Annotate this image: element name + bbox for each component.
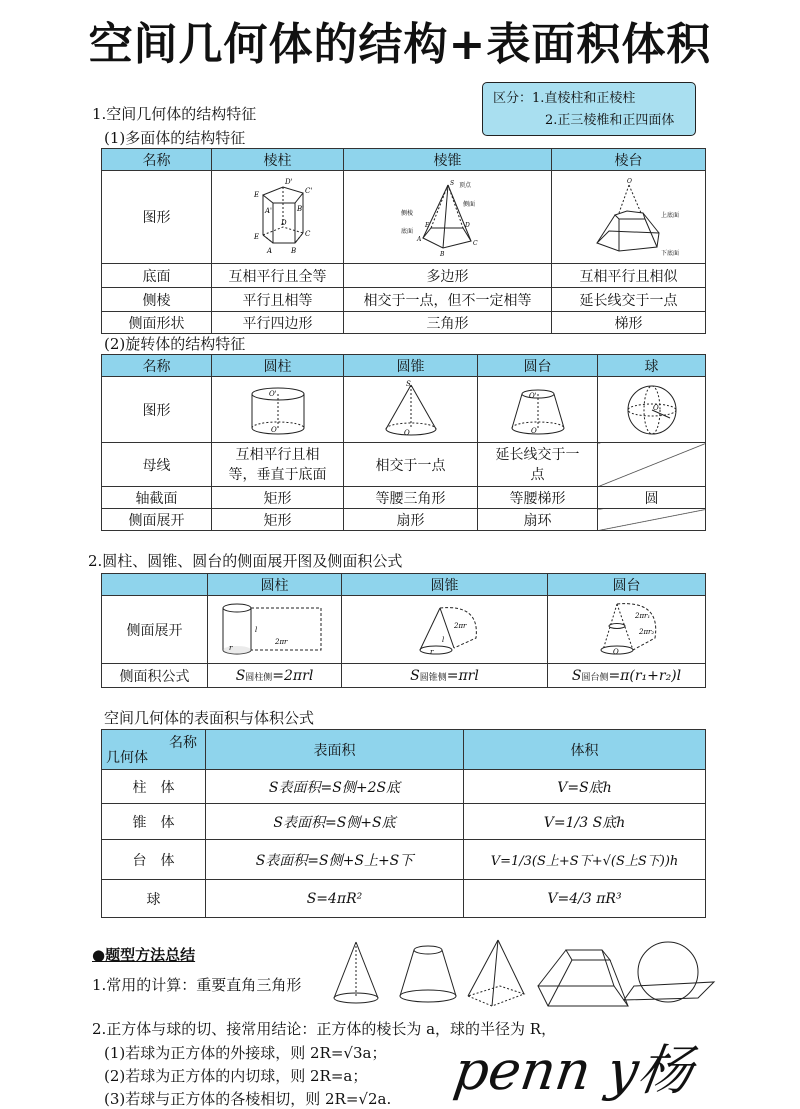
distinction-note [482,82,696,136]
prism-label: E [253,191,259,199]
cell: 平行四边形 [212,312,344,334]
pyramid-illustration [468,940,524,1006]
pyramid-label: B [439,251,444,258]
pyramid-label: C [472,240,478,247]
frustum-cone-figure [478,377,598,443]
volume-formula: V=S底h [464,770,706,804]
header-cylinder: 圆柱 [212,355,344,377]
cell: 扇环 [478,509,598,531]
method-line-2: 2.正方体与球的切、接常用结论：正方体的棱长为 a，球的半径为 R， [92,1020,557,1038]
section1-sub2: (2)旋转体的结构特征 [104,335,246,353]
cell: 扇形 [344,509,478,531]
cell: 等腰三角形 [344,487,478,509]
row-label-base: 底面 [102,264,212,288]
row-label-figure: 图形 [102,171,212,264]
header-frustum-cone: 圆台 [548,574,706,596]
header-volume: 体积 [464,730,706,770]
prism-label: B [290,247,296,255]
row-label-prism-body: 柱 体 [102,770,206,804]
header-frustum-cone: 圆台 [478,355,598,377]
cylinder-label: O' [268,389,277,398]
cone-label: O [403,428,410,437]
unfold-label: 2πr [453,621,466,630]
volume-formula: V=4/3 πR³ [464,880,706,918]
cell [478,443,598,487]
empty-diagonal-cell [598,443,706,487]
formula-s: S [410,667,420,684]
pyramid-label: E [424,222,429,229]
cell-line: 等，垂直于底面 [228,466,327,483]
prism-label: E [253,233,259,241]
row-label-unfold: 侧面展开 [102,596,208,664]
frustum-label: 上底面 [660,212,679,219]
frustum-figure [552,171,706,264]
method-line-4: (2)若球为正方体的内切球，则 2R=a； [104,1067,368,1085]
row-label-generatrix: 母线 [102,443,212,487]
cell: 相交于一点 [344,443,478,487]
volume-formula: V=1/3 S底h [464,804,706,840]
method-line-3: (1)若球为正方体的外接球，则 2R=√3a； [104,1044,387,1062]
cell: 平行且相等 [212,288,344,312]
cell-line: 点 [530,466,545,483]
prism-label: C [304,230,310,238]
prism-label: A [266,247,272,255]
formula-s: S [571,667,582,684]
prism-figure [212,171,344,264]
area-formula: S表面积=S侧+S上+S下 [206,840,464,880]
frustum-cone-illustration [400,946,456,1002]
formula-rest: =2πrl [272,667,314,684]
formula-rest: =πrl [446,667,479,684]
cylinder-lateral-formula [208,664,342,688]
header-cone: 圆锥 [344,355,478,377]
formula-s: S [235,667,246,684]
section3-heading: 空间几何体的表面积与体积公式 [104,709,315,727]
cell: 矩形 [212,487,344,509]
section1-sub1: (1)多面体的结构特征 [104,129,246,147]
pyramid-label: 底面 [400,228,413,235]
header-name: 名称 [102,355,212,377]
section1-heading: 1.空间几何体的结构特征 [92,105,257,123]
cell: 互相平行且全等 [212,264,344,288]
cell: 延长线交于一点 [552,288,706,312]
pyramid-label: D [464,222,470,229]
cell: 等腰梯形 [478,487,598,509]
header-sphere: 球 [598,355,706,377]
formula-sub: 圆柱侧 [245,672,273,683]
header-surface-area: 表面积 [206,730,464,770]
prism-label: C' [304,187,312,195]
methods-heading-text: ●题型方法总结 [92,946,196,964]
header-prism: 棱柱 [212,149,344,171]
lateral-area-table [101,573,706,688]
area-formula: S表面积=S侧+S底 [206,804,464,840]
corner-top: 名称 [169,735,197,751]
row-label-edge: 侧棱 [102,288,212,312]
prism-label: D' [284,178,293,186]
cone-label: S [405,379,411,388]
cell-line: 延长线交于一 [495,446,580,463]
corner-bottom: 几何体 [106,750,148,766]
unfold-label: 2πr [274,637,287,646]
cell [212,443,344,487]
frustum-label: 下底面 [660,250,679,257]
row-label-frustum-body: 台 体 [102,840,206,880]
sphere-figure [598,377,706,443]
pyramid-figure [344,171,552,264]
cell: 梯形 [552,312,706,334]
cell: 圆 [598,487,706,509]
sphere-plane-illustration [624,942,714,1002]
frustum-cone-label: O' [528,391,537,400]
frustum-illustration [538,950,628,1006]
method-line-5: (3)若球与正方体的各棱相切，则 2R=√2a. [104,1090,392,1108]
cell: 多边形 [344,264,552,288]
header-pyramid: 棱锥 [344,149,552,171]
unfold-label: r [228,643,232,652]
row-label-lateral-unfold: 侧面展开 [102,509,212,531]
area-volume-table [101,729,706,918]
prism-label: A' [264,207,272,215]
method-illustrations [328,936,718,1014]
header-cone: 圆锥 [342,574,548,596]
sphere-label: O [652,403,659,412]
row-label-formula: 侧面积公式 [102,664,208,688]
header-cylinder: 圆柱 [208,574,342,596]
empty-diagonal-cell [598,509,706,531]
cell: 相交于一点，但不一定相等 [344,288,552,312]
formula-sub: 圆台侧 [581,672,609,683]
cylinder-unfold-figure [208,596,342,664]
cone-unfold-figure [342,596,548,664]
unfold-label: l [441,635,444,644]
pyramid-label: A [416,236,421,243]
cell: 矩形 [212,509,344,531]
unfold-label: 2πr₂ [638,627,654,636]
revolution-table [101,354,706,531]
pyramid-label: 顶点 [458,182,471,189]
note-line-1: 区分：1.直棱柱和正棱柱 [493,91,636,106]
row-label-pyramid-body: 锥 体 [102,804,206,840]
row-label-face: 侧面形状 [102,312,212,334]
header-blank [102,574,208,596]
unfold-label: r [429,647,433,656]
prism-label: B' [296,205,304,213]
volume-formula: V=1/3(S上+S下+√(S上S下))h [464,840,706,880]
pyramid-label: S [449,180,454,187]
frustum-cone-label: O [530,426,537,435]
signature: penn y杨 [450,1039,697,1102]
cell: 三角形 [344,312,552,334]
cone-figure [344,377,478,443]
polyhedron-table [101,148,706,334]
pyramid-label: 侧面 [462,201,475,208]
section2-heading: 2.圆柱、圆锥、圆台的侧面展开图及侧面积公式 [88,552,403,570]
area-formula: S=4πR² [206,880,464,918]
row-label-axial-section: 轴截面 [102,487,212,509]
note-line-2: 2.正三棱椎和正四面体 [545,113,675,128]
frustum-unfold-figure [548,596,706,664]
unfold-label: O [612,647,619,656]
row-label-sphere: 球 [102,880,206,918]
cone-illustration [334,942,378,1003]
frustum-label: O [626,178,632,185]
formula-sub: 圆锥侧 [419,672,447,683]
methods-heading [92,944,195,965]
header-name: 名称 [102,149,212,171]
corner-header [102,730,206,770]
cell-line: 互相平行且相 [235,446,320,463]
row-label-figure: 图形 [102,377,212,443]
cone-lateral-formula [342,664,548,688]
formula-rest: =π(r₁+r₂)l [608,667,682,684]
unfold-label: 2πr₁ [634,611,650,620]
method-line-1: 1.常用的计算：重要直角三角形 [92,976,302,994]
header-frustum: 棱台 [552,149,706,171]
prism-label: D [280,219,287,227]
unfold-label: l [254,625,257,634]
frustum-lateral-formula [548,664,706,688]
page-title: 空间几何体的结构+表面积体积 [88,19,712,70]
cylinder-label: O [270,425,277,434]
area-formula: S表面积=S侧+2S底 [206,770,464,804]
cylinder-figure [212,377,344,443]
cell: 互相平行且相似 [552,264,706,288]
pyramid-label: 侧棱 [400,210,413,217]
